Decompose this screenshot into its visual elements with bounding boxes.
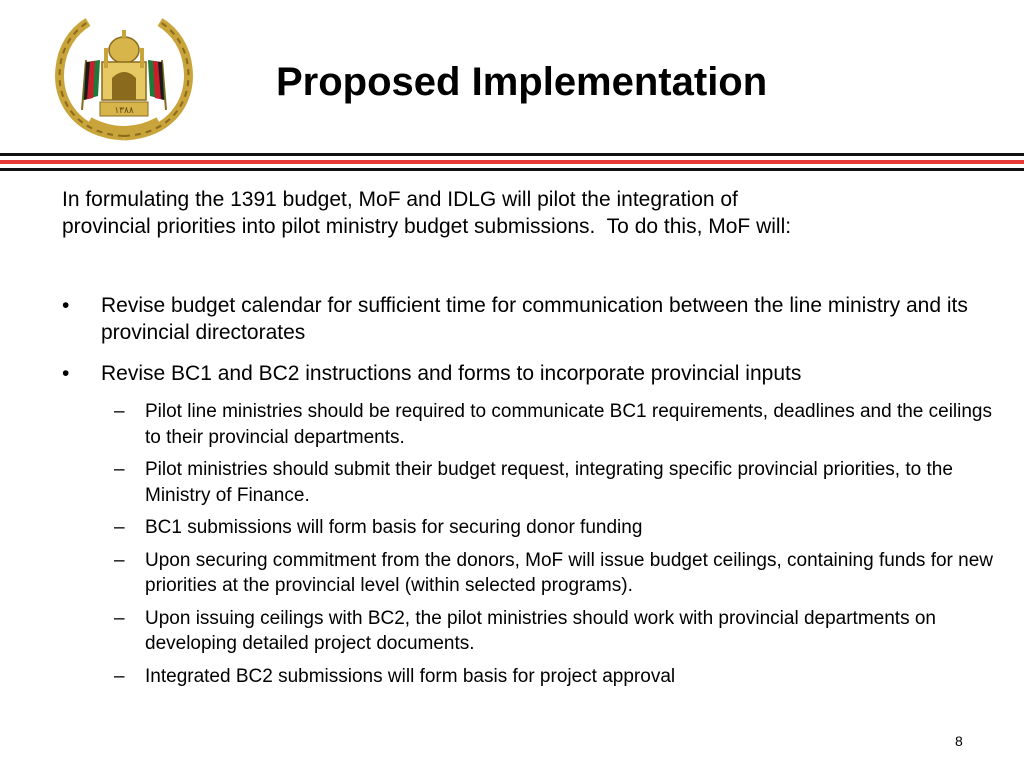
flag-left: [82, 60, 100, 110]
sub-bullet-text: BC1 submissions will form basis for securing donor funding: [145, 517, 643, 538]
sub-bullet-item: [114, 548, 994, 599]
sub-bullet-marker: –: [114, 549, 125, 571]
bullet-text: Revise BC1 and BC2 instructions and forms to incorporate provincial inputs: [101, 362, 802, 385]
header-rule-top: [0, 153, 1024, 156]
sub-bullet-item: [114, 515, 994, 541]
flag-right: [148, 60, 166, 110]
page-number: 8: [955, 733, 963, 749]
bullet-marker: •: [62, 362, 70, 385]
header-rule-bottom: [0, 168, 1024, 171]
intro-paragraph: [62, 186, 992, 240]
slide-title: Proposed Implementation: [276, 60, 768, 104]
header-rule-red: [0, 160, 1024, 164]
bullet-item: [62, 360, 1002, 387]
sub-bullet-text: Integrated BC2 submissions will form basis for project approval: [145, 665, 676, 687]
sub-bullet-item: [114, 606, 994, 657]
svg-text:۱۳۸۸: ۱۳۸۸: [114, 106, 134, 116]
sub-bullet-marker: –: [114, 459, 125, 480]
intro-line-2: provincial priorities into pilot ministry budget submissions. To do this, MoF will:: [62, 215, 792, 238]
sub-bullet-item: [114, 664, 994, 690]
sub-bullet-text: Upon issuing ceilings with BC2, the pilot ministries should work with provincial departments on developing detailed project documents.: [145, 607, 936, 654]
bullet-marker: •: [62, 294, 70, 317]
afghanistan-emblem-icon: [50, 10, 198, 142]
emblem-base: [90, 102, 158, 129]
sub-bullet-item: [114, 457, 994, 508]
sub-bullet-marker: –: [114, 607, 125, 629]
bullet-item: [62, 292, 1002, 346]
sub-bullet-list: [114, 399, 994, 696]
bullet-text: Revise budget calendar for sufficient time for communication between the line ministry and its provincial directorates: [101, 294, 968, 344]
intro-line-1: In formulating the 1391 budget, MoF and IDLG will pilot the integration of: [62, 188, 738, 211]
sub-bullet-text: Pilot ministries should submit their budget request, integrating specific provincial priorities, to the Ministry of Finance.: [145, 459, 953, 506]
sub-bullet-marker: –: [114, 401, 125, 422]
sub-bullet-marker: –: [114, 665, 125, 687]
sub-bullet-item: [114, 399, 994, 450]
sub-bullet-text: Upon securing commitment from the donors, MoF will issue budget ceilings, containing funds for new priorities at the provincial level (within selected programs).: [145, 549, 994, 596]
sub-bullet-text: Pilot line ministries should be required to communicate BC1 requirements, deadlines and the ceilings to their provincial departments.: [145, 401, 993, 448]
sub-bullet-marker: –: [114, 517, 125, 538]
mosque: [102, 30, 146, 100]
